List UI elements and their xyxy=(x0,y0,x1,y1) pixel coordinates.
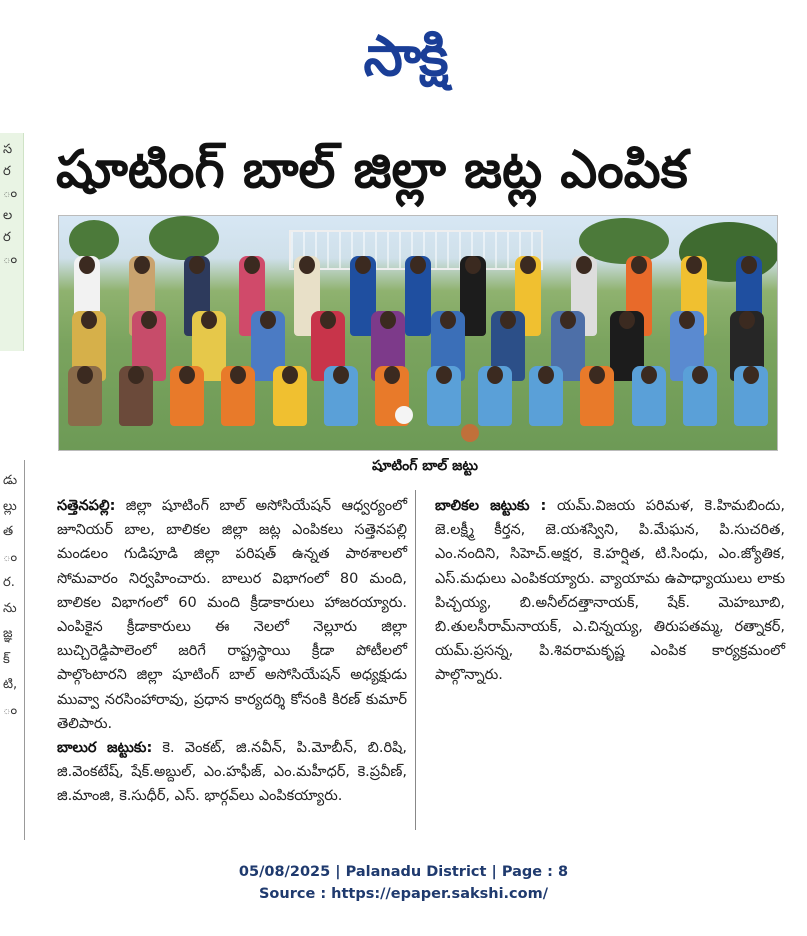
adjacent-text: డు xyxy=(3,473,18,488)
adjacent-text: ను xyxy=(3,600,17,616)
player xyxy=(68,366,102,426)
player xyxy=(580,366,614,426)
adjacent-text: ర xyxy=(3,164,11,179)
adjacent-text: ం xyxy=(3,186,18,201)
team-photo xyxy=(58,215,778,451)
player xyxy=(221,366,255,426)
article-paragraph xyxy=(57,494,407,736)
adjacent-text: ల్లు xyxy=(3,498,17,514)
dateline: సత్తెనపల్లి: xyxy=(57,498,116,514)
column-divider xyxy=(24,460,25,840)
photo-caption: షూటింగ్ బాల్ జట్టు xyxy=(372,458,478,474)
adjacent-text: ర xyxy=(3,230,11,245)
adjacent-text: ల xyxy=(3,208,13,223)
adjacent-text: ర. xyxy=(3,575,15,590)
adjacent-text: జ్ఞ xyxy=(3,626,13,641)
player xyxy=(683,366,717,426)
player xyxy=(427,366,461,426)
player xyxy=(119,366,153,426)
adjacent-text: ం xyxy=(3,549,18,565)
tree xyxy=(69,220,119,260)
adjacent-text: ం xyxy=(3,702,18,718)
player xyxy=(632,366,666,426)
boys-team-label: బాలుర జట్టుకు: xyxy=(57,740,153,757)
ball xyxy=(395,406,413,424)
front-row xyxy=(59,366,777,426)
ball xyxy=(461,424,479,442)
article-headline: షూటింగ్ బాల్ జిల్లా జట్ల ఎంపిక xyxy=(56,140,688,200)
player xyxy=(324,366,358,426)
adjacent-text: క్ xyxy=(3,651,10,667)
paragraph-text: యమ్.విజయ పరిమళ, కె.హిమబిందు, జె.లక్ష్మీ కీర్తన, జె.యశస్విని, పి.మేఘన, పి.సుచరిత, ఎం.నందిని, సిహెచ్.అక్షర, కె.హర్షిత, టి.సింధు, ఎం.జ్యోతిక, ఎస్.మధులు ఎంపికయ్యారు. వ్యాయామ ఉపాధ్యాయులు లాకు పిచ్చయ్య, బి.అనీల్‌దత్తానాయక్, షేక్. మెహబూబి, బి.తులసీరామ్‌నాయక్, ఎ.చిన్నయ్య, తిరుపతమ్మ, రత్నాకర్, యమ్.ప్రసన్న, పి.శివరామకృష్ణ ఎంపిక కార్యక్రమంలో పాల్గొన్నారు. xyxy=(435,498,785,684)
article-paragraph xyxy=(435,494,785,688)
column-divider xyxy=(415,490,416,830)
footer-date-line: 05/08/2025 | Palanadu District | Page : 8 xyxy=(238,864,569,880)
player xyxy=(273,366,307,426)
sakshi-logo: సాక్షి xyxy=(363,24,447,89)
adjacent-text: త xyxy=(3,524,14,539)
player xyxy=(734,366,768,426)
adjacent-text: ం xyxy=(3,252,18,267)
adjacent-article-text xyxy=(0,468,24,723)
article-column-left xyxy=(57,494,407,809)
tree xyxy=(149,216,219,260)
article-column-right xyxy=(435,494,785,688)
paragraph-text: కె. వెంకట్, జి.నవీన్, పి.మోబీన్, బి.రిషి, జి.వెంకటేష్, షేక్.అబ్దుల్, ఎం.హఫీజ్, ఎం.మహీధర్, కె.ప్రవీణ్, జి.మాంజి, కె.సుధీర్, ఎస్. భార్గవ్‌లు ఎంపికయ్యారు. xyxy=(57,740,407,805)
paragraph-text: జిల్లా షూటింగ్ బాల్ అసోసియేషన్ ఆధ్వర్యంలో జూనియర్ బాల, బాలికల జిల్లా జట్ల ఎంపికలు సత్తెనపల్లి మండలం గుడిపూడి జిల్లా పరిషత్ ఉన్నత పాఠశాలలో సోమవారం నిర్వహించారు. బాలుర విభాగంలో 80 మంది, బాలికల విభాగంలో 60 మంది క్రీడాకారులు హాజరయ్యారు. ఎంపికైన క్రీడాకారులు ఈ నెలలో నెల్లూరు జిల్లా బుచ్చిరెడ్డిపాలెంలో జరిగే రాష్ట్రస్థాయి క్రీడా పోటీలలో పాల్గొంటారని జిల్లా షూటింగ్ బాల్ అసోసియేషన్ అధ్యక్షుడు మువ్వా నరసింహారావు, ప్రధాన కార్యదర్శి కోనంకి కిరణ్ కుమార్ తెలిపారు. xyxy=(57,498,407,732)
article-paragraph xyxy=(57,736,407,809)
girls-team-label: బాలికల జట్టుకు : xyxy=(435,498,547,514)
adjacent-article-box xyxy=(0,133,24,351)
adjacent-text: స xyxy=(3,142,13,157)
footer-source-line: Source : https://epaper.sakshi.com/ xyxy=(258,886,549,902)
adjacent-text: టి, xyxy=(3,677,18,692)
player xyxy=(529,366,563,426)
player xyxy=(478,366,512,426)
player xyxy=(170,366,204,426)
